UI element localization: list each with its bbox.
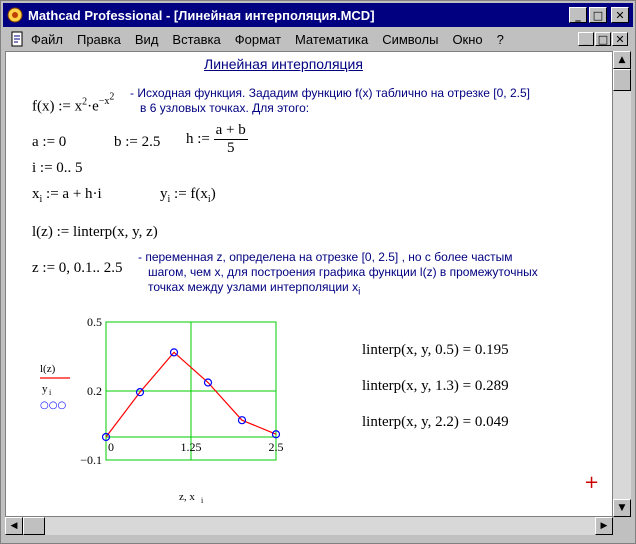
horizontal-scroll-thumb[interactable] bbox=[23, 517, 45, 535]
x-axis-label: z, x bbox=[179, 491, 195, 503]
f-exp2b: 2 bbox=[109, 92, 115, 103]
y-lhs: y bbox=[160, 186, 168, 202]
b-definition[interactable]: b := 2.5 bbox=[114, 134, 161, 150]
doc-minimize-button[interactable] bbox=[578, 32, 594, 46]
mathcad-app-icon bbox=[7, 7, 23, 23]
h-numerator: a + b bbox=[215, 122, 246, 138]
doc-close-button[interactable] bbox=[612, 32, 628, 46]
eval-linterp-05[interactable]: linterp(x, y, 0.5) = 0.195 bbox=[362, 342, 509, 358]
minimize-icon: _ bbox=[583, 32, 589, 46]
menu-view[interactable]: Вид bbox=[134, 31, 159, 47]
f-mid: ·e bbox=[87, 98, 99, 115]
page-title: Линейная интерполяция bbox=[204, 56, 363, 72]
maximize-button[interactable] bbox=[589, 7, 607, 23]
vertical-scrollbar[interactable] bbox=[613, 51, 631, 517]
h-definition[interactable] bbox=[186, 122, 248, 157]
close-button[interactable] bbox=[611, 7, 629, 23]
x-tick-right: 2.5 bbox=[268, 440, 284, 454]
arrow-left-icon: ◀ bbox=[10, 521, 18, 531]
y-tick-mid: 0.2 bbox=[87, 384, 102, 398]
close-icon: ✕ bbox=[615, 8, 625, 22]
y-tick-top: 0.5 bbox=[87, 315, 102, 329]
scroll-down-button[interactable] bbox=[613, 499, 631, 517]
menu-format[interactable]: Формат bbox=[234, 31, 281, 47]
eval-linterp-13[interactable]: linterp(x, y, 1.3) = 0.289 bbox=[362, 378, 509, 394]
f-exp2: −x bbox=[98, 96, 110, 108]
l-definition[interactable]: l(z) := linterp(x, y, z) bbox=[32, 224, 158, 240]
y-tick-bottom: −0.1 bbox=[80, 453, 102, 467]
x-tick-mid: 1.25 bbox=[180, 440, 202, 454]
x-tick-left: 0 bbox=[108, 440, 114, 454]
menu-window[interactable]: Окно bbox=[452, 31, 483, 47]
plot-svg bbox=[36, 314, 286, 504]
doc-restore-button[interactable] bbox=[595, 32, 611, 46]
note2-line1: - переменная z, определена на отрезке [0, 2.5] , но с более частым bbox=[138, 250, 513, 264]
a-definition[interactable]: a := 0 bbox=[32, 134, 67, 150]
minimize-icon: _ bbox=[575, 8, 581, 22]
scrollbar-corner bbox=[613, 517, 631, 535]
maximize-icon: □ bbox=[592, 8, 604, 22]
h-fraction bbox=[214, 122, 248, 157]
z-definition[interactable]: z := 0, 0.1.. 2.5 bbox=[32, 260, 123, 276]
scroll-left-button[interactable] bbox=[5, 517, 23, 535]
x-axis-label-sub: i bbox=[201, 496, 204, 504]
horizontal-scrollbar[interactable] bbox=[5, 517, 613, 535]
note1-line2: в 6 узловых точках. Для этого: bbox=[140, 101, 310, 115]
x-lhs: x bbox=[32, 186, 40, 202]
interpolation-plot[interactable] bbox=[36, 314, 286, 504]
restore-icon: □ bbox=[597, 32, 609, 46]
window-title: Mathcad Professional - [Линейная интерполяция.MCD] bbox=[28, 7, 375, 23]
note-z bbox=[138, 250, 538, 299]
menu-bar bbox=[3, 28, 633, 50]
vertical-scroll-thumb[interactable] bbox=[613, 69, 631, 91]
arrow-up-icon: ▲ bbox=[618, 55, 626, 65]
eval-linterp-22[interactable]: linterp(x, y, 2.2) = 0.049 bbox=[362, 414, 509, 430]
menu-insert[interactable]: Вставка bbox=[172, 31, 221, 47]
legend-y: y bbox=[42, 383, 48, 395]
legend-markers: ○○○ bbox=[40, 400, 67, 411]
arrow-right-icon: ▶ bbox=[600, 521, 608, 531]
menu-symbols[interactable]: Символы bbox=[382, 31, 439, 47]
worksheet[interactable] bbox=[5, 51, 613, 517]
close-icon: ✕ bbox=[615, 32, 625, 46]
note2-sub: i bbox=[358, 286, 361, 298]
h-denominator: 5 bbox=[226, 140, 235, 156]
menu-math[interactable]: Математика bbox=[294, 31, 369, 47]
x-sub: i bbox=[39, 194, 43, 205]
y-sub: i bbox=[167, 194, 171, 205]
scroll-up-button[interactable] bbox=[613, 51, 631, 69]
minimize-button[interactable] bbox=[569, 7, 587, 23]
f-def-text: f(x) := x bbox=[32, 98, 83, 115]
y-rhs1: := f(x bbox=[170, 186, 208, 202]
f-exp1: 2 bbox=[82, 96, 88, 108]
legend-y-sub: i bbox=[49, 388, 52, 397]
title-bar[interactable] bbox=[3, 3, 633, 27]
note1-line1: - Исходная функция. Зададим функцию f(x) таблично на отрезке [0, 2.5] bbox=[130, 86, 530, 100]
menu-edit[interactable]: Правка bbox=[76, 31, 121, 47]
arrow-down-icon: ▼ bbox=[618, 503, 626, 513]
legend-l-z: l(z) bbox=[40, 363, 56, 375]
y-rhs-sub: i bbox=[207, 194, 211, 205]
x-rhs: := a + h·i bbox=[42, 186, 102, 202]
y-definition[interactable] bbox=[160, 186, 216, 205]
x-definition[interactable] bbox=[32, 186, 102, 205]
menu-file[interactable]: Файл bbox=[31, 31, 63, 47]
menu-help[interactable]: ? bbox=[496, 31, 504, 47]
y-rhs2: ) bbox=[210, 186, 216, 202]
note2-line2: шагом, чем x, для построения графика функции l(z) в промежуточных bbox=[148, 265, 538, 279]
f-definition[interactable] bbox=[32, 92, 114, 115]
note2-line3: точках между узлами интерполяции x bbox=[148, 280, 359, 294]
document-icon[interactable] bbox=[9, 31, 25, 47]
h-lhs: h := bbox=[186, 130, 210, 147]
insertion-cursor-icon: + bbox=[584, 472, 600, 493]
note-function bbox=[130, 86, 530, 116]
scroll-right-button[interactable] bbox=[595, 517, 613, 535]
i-definition[interactable]: i := 0.. 5 bbox=[32, 160, 83, 176]
